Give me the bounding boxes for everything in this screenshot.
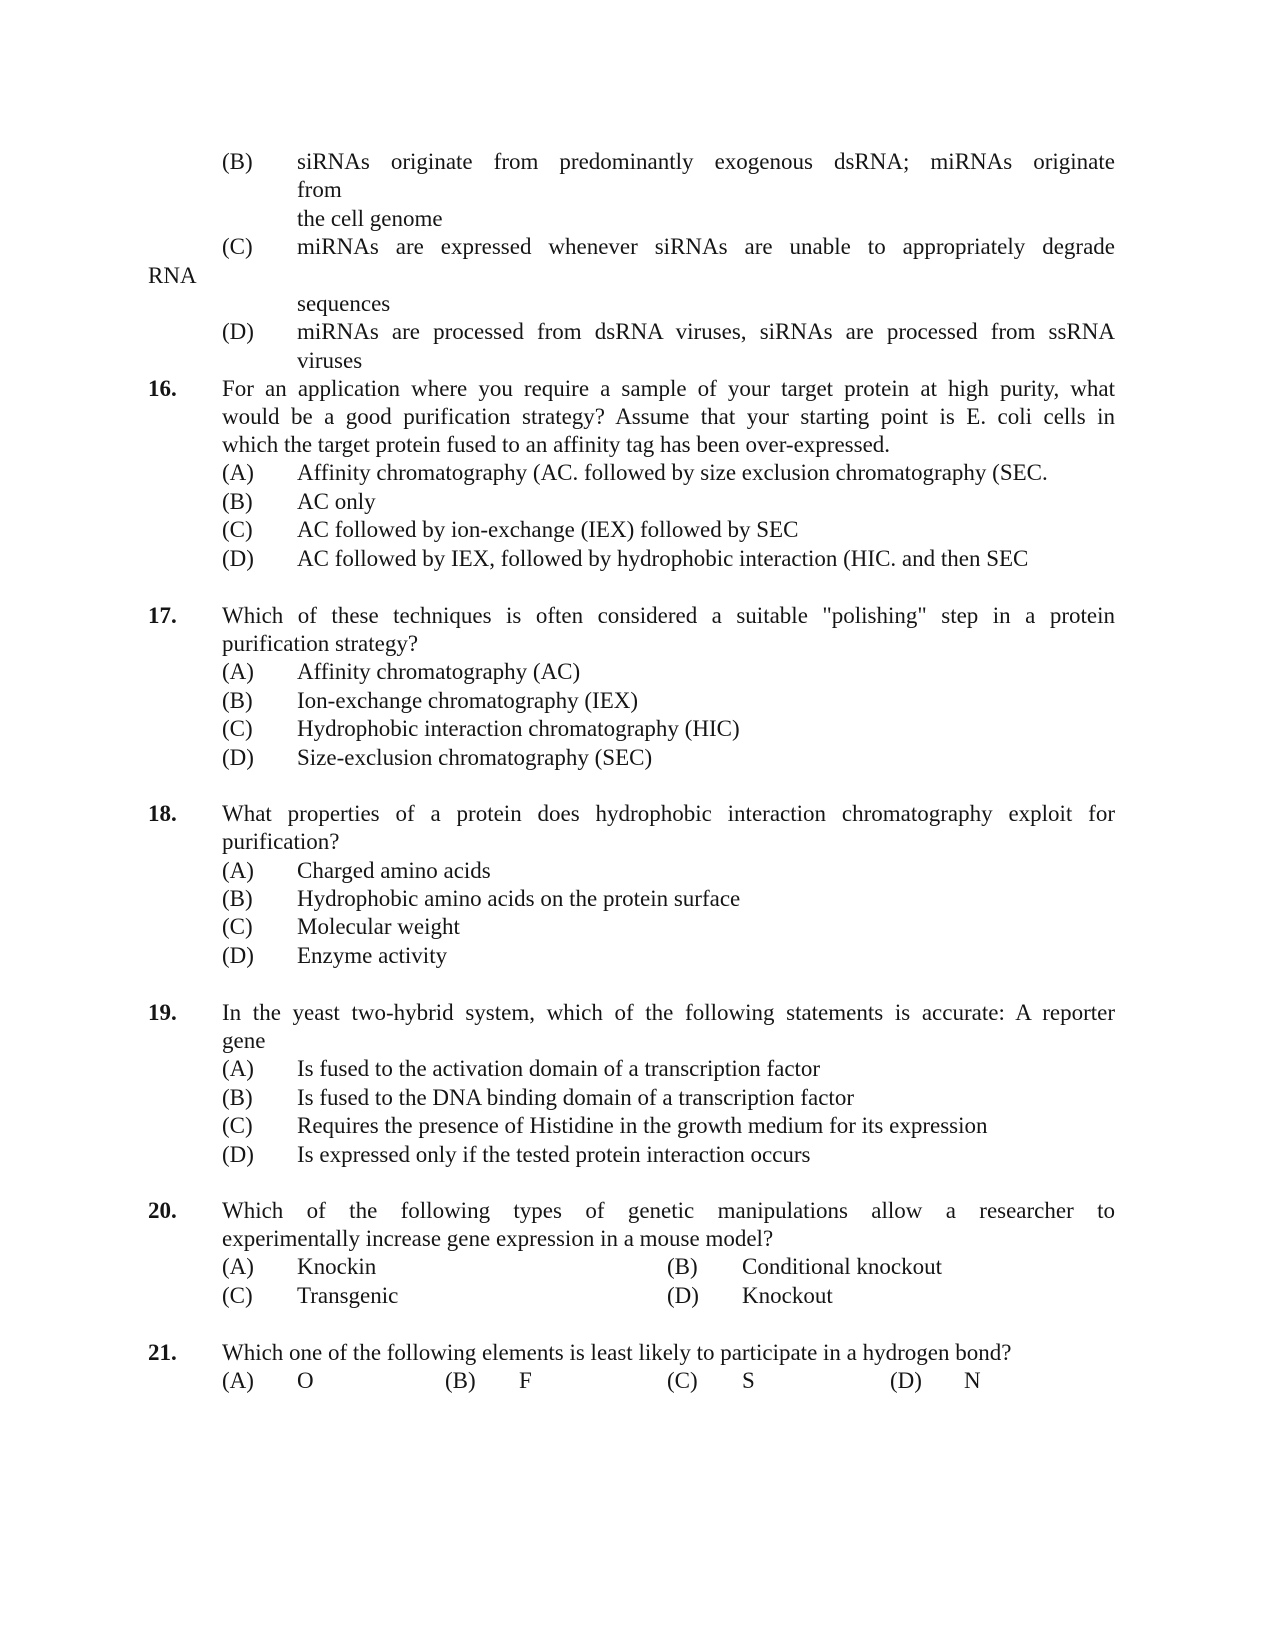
option-text: Knockin (297, 1254, 377, 1279)
question-stem: Which one of the following elements is least likely to participate in a hydrogen bond? (222, 1340, 1012, 1365)
option-text: Charged amino acids (297, 858, 491, 883)
question-stem: For an application where you require a sample of your target protein at high purity, what (222, 376, 1115, 401)
option-label: (A) (222, 1254, 254, 1279)
option-text: Knockout (742, 1283, 833, 1308)
option-label: (C) (222, 234, 253, 259)
option-label: (C) (222, 1113, 253, 1138)
option-text: Is expressed only if the tested protein interaction occurs (297, 1142, 811, 1167)
option-label: (B) (222, 886, 253, 911)
option-label: (D) (890, 1368, 922, 1393)
question-stem: In the yeast two-hybrid system, which of the following statements is accurate: A reporter (222, 1000, 1115, 1025)
option-label: (C) (222, 914, 253, 939)
option-text: Is fused to the activation domain of a transcription factor (297, 1056, 821, 1081)
option-label: (A) (222, 659, 254, 684)
option-text: N (964, 1368, 981, 1393)
option-label: (D) (222, 745, 254, 770)
option-text: the cell genome (297, 206, 443, 231)
option-label: (B) (222, 688, 253, 713)
option-label: (C) (222, 1283, 253, 1308)
question-number: 18. (148, 801, 177, 826)
option-text: Hydrophobic amino acids on the protein surface (297, 886, 741, 911)
option-text: viruses (297, 348, 363, 373)
option-text: AC followed by IEX, followed by hydrophobic interaction (HIC. and then SEC (297, 546, 1029, 571)
option-label: (C) (222, 716, 253, 741)
question-stem: Which of these techniques is often considered a suitable "polishing" step in a protein (222, 603, 1115, 628)
question-stem: What properties of a protein does hydrophobic interaction chromatography exploit for (222, 801, 1115, 826)
option-label: (D) (222, 319, 254, 344)
question-number: 17. (148, 603, 177, 628)
option-label: (B) (667, 1254, 698, 1279)
option-text: from (297, 177, 342, 202)
question-number: 19. (148, 1000, 177, 1025)
option-label: (D) (222, 1142, 254, 1167)
option-text: Molecular weight (297, 914, 460, 939)
question-stem: experimentally increase gene expression in a mouse model? (222, 1226, 774, 1251)
option-label: (B) (222, 489, 253, 514)
option-text: Enzyme activity (297, 943, 448, 968)
question-stem: purification? (222, 829, 340, 854)
question-number: 16. (148, 376, 177, 401)
option-text: Transgenic (297, 1283, 399, 1308)
option-text: F (519, 1368, 532, 1393)
option-label: (B) (222, 149, 253, 174)
option-label: (D) (222, 943, 254, 968)
question-stem: would be a good purification strategy? Assume that your starting point is E. coli cells in (222, 404, 1115, 429)
option-label: (A) (222, 460, 254, 485)
question-stem: purification strategy? (222, 631, 419, 656)
option-label: (C) (667, 1368, 698, 1393)
option-text: Affinity chromatography (AC. followed by size exclusion chromatography (SEC. (297, 460, 1048, 485)
question-stem: which the target protein fused to an affinity tag has been over-expressed. (222, 432, 891, 457)
option-text: Affinity chromatography (AC) (297, 659, 581, 684)
option-label: (B) (222, 1085, 253, 1110)
option-text: Is fused to the DNA binding domain of a transcription factor (297, 1085, 854, 1110)
option-text: Requires the presence of Histidine in the growth medium for its expression (297, 1113, 988, 1138)
option-text: Size-exclusion chromatography (SEC) (297, 745, 653, 770)
option-text: AC followed by ion-exchange (IEX) followed by SEC (297, 517, 799, 542)
option-text: siRNAs originate from predominantly exogenous dsRNA; miRNAs originate (297, 149, 1115, 174)
option-label: (D) (667, 1283, 699, 1308)
option-label: (A) (222, 1368, 254, 1393)
option-text: sequences (297, 291, 391, 316)
option-text: RNA (148, 263, 197, 288)
question-stem: Which of the following types of genetic manipulations allow a researcher to (222, 1198, 1115, 1223)
option-text: Conditional knockout (742, 1254, 942, 1279)
option-label: (A) (222, 858, 254, 883)
question-number: 21. (148, 1340, 177, 1365)
question-number: 20. (148, 1198, 177, 1223)
option-text: AC only (297, 489, 376, 514)
option-label: (D) (222, 546, 254, 571)
option-label: (C) (222, 517, 253, 542)
option-label: (A) (222, 1056, 254, 1081)
option-text: miRNAs are processed from dsRNA viruses, siRNAs are processed from ssRNA (297, 319, 1115, 344)
option-text: O (297, 1368, 314, 1393)
question-stem: gene (222, 1028, 266, 1053)
option-text: S (742, 1368, 755, 1393)
option-text: Ion-exchange chromatography (IEX) (297, 688, 639, 713)
option-text: miRNAs are expressed whenever siRNAs are unable to appropriately degrade (297, 234, 1115, 259)
option-text: Hydrophobic interaction chromatography (HIC) (297, 716, 740, 741)
option-label: (B) (445, 1368, 476, 1393)
